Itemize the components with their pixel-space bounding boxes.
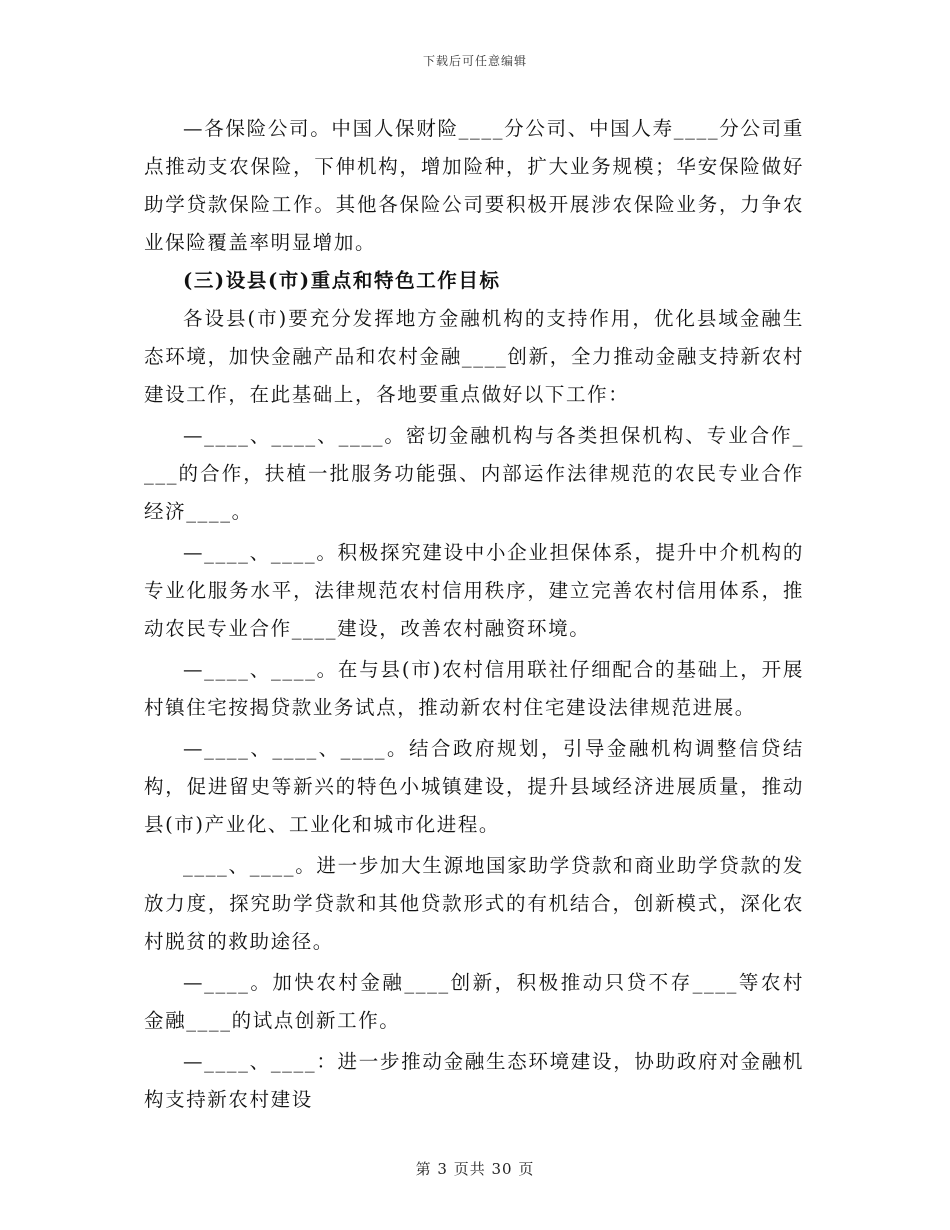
paragraph-item-small-towns: —____、____、____。结合政府规划，引导金融机构调整信贷结构，促进留史等新兴的特色小城镇建设，提升县域经济进展质量，推动县(市)产业化、工业化和城市化进程。 xyxy=(144,737,804,836)
paragraph-insurance-companies: —各保险公司。中国人保财险____分公司、中国人寿____分公司重点推动支农保险，下伸机构，增加险种，扩大业务规模；华安保险做好助学贷款保险工作。其他各保险公司要积极开展涉农保险业务，力争农业保险覆盖率明显增加。 xyxy=(144,117,804,254)
section-heading: (三)设县(市)重点和特色工作目标 xyxy=(183,269,501,292)
paragraph-item-student-loans: ____、____。进一步加大生源地国家助学贷款和商业助学贷款的发放力度，探究助学贷款和其他贷款形式的有机结合，创新模式，深化农村脱贫的救助途径。 xyxy=(144,854,804,953)
paragraph-county-goals-intro: 各设县(市)要充分发挥地方金融机构的支持作用，优化县域金融生态环境，加快金融产品和农村金融____创新，全力推动金融支持新农村建设工作，在此基础上，各地要重点做好以下工作： xyxy=(144,307,804,406)
paragraph-item-guarantee-cooperation: —____、____、____。密切金融机构与各类担保机构、专业合作____的合作，扶植一批服务功能强、内部运作法律规范的农民专业合作经济____。 xyxy=(144,424,804,523)
document-body xyxy=(144,110,804,1119)
paragraph-item-rural-finance-innovation: —____。加快农村金融____创新，积极推动只贷不存____等农村金融____的试点创新工作。 xyxy=(144,971,804,1032)
page-header-note: 下载后可任意编辑 xyxy=(422,54,527,68)
paragraph-item-credit-system: —____、____。积极探究建设中小企业担保体系，提升中介机构的专业化服务水平，法律规范农村信用秩序，建立完善农村信用体系，推动农民专业合作____建设，改善农村融资环境。 xyxy=(144,541,804,640)
page-number-footer: 第 3 页共 30 页 xyxy=(415,1160,535,1178)
paragraph-item-housing-mortgage: —____、____。在与县(市)农村信用联社仔细配合的基础上，开展村镇住宅按揭贷款业务试点，推动新农村住宅建设法律规范进展。 xyxy=(144,658,804,719)
paragraph-item-financial-ecosystem: —____、____：进一步推动金融生态环境建设，协助政府对金融机构支持新农村建设 xyxy=(144,1050,804,1111)
